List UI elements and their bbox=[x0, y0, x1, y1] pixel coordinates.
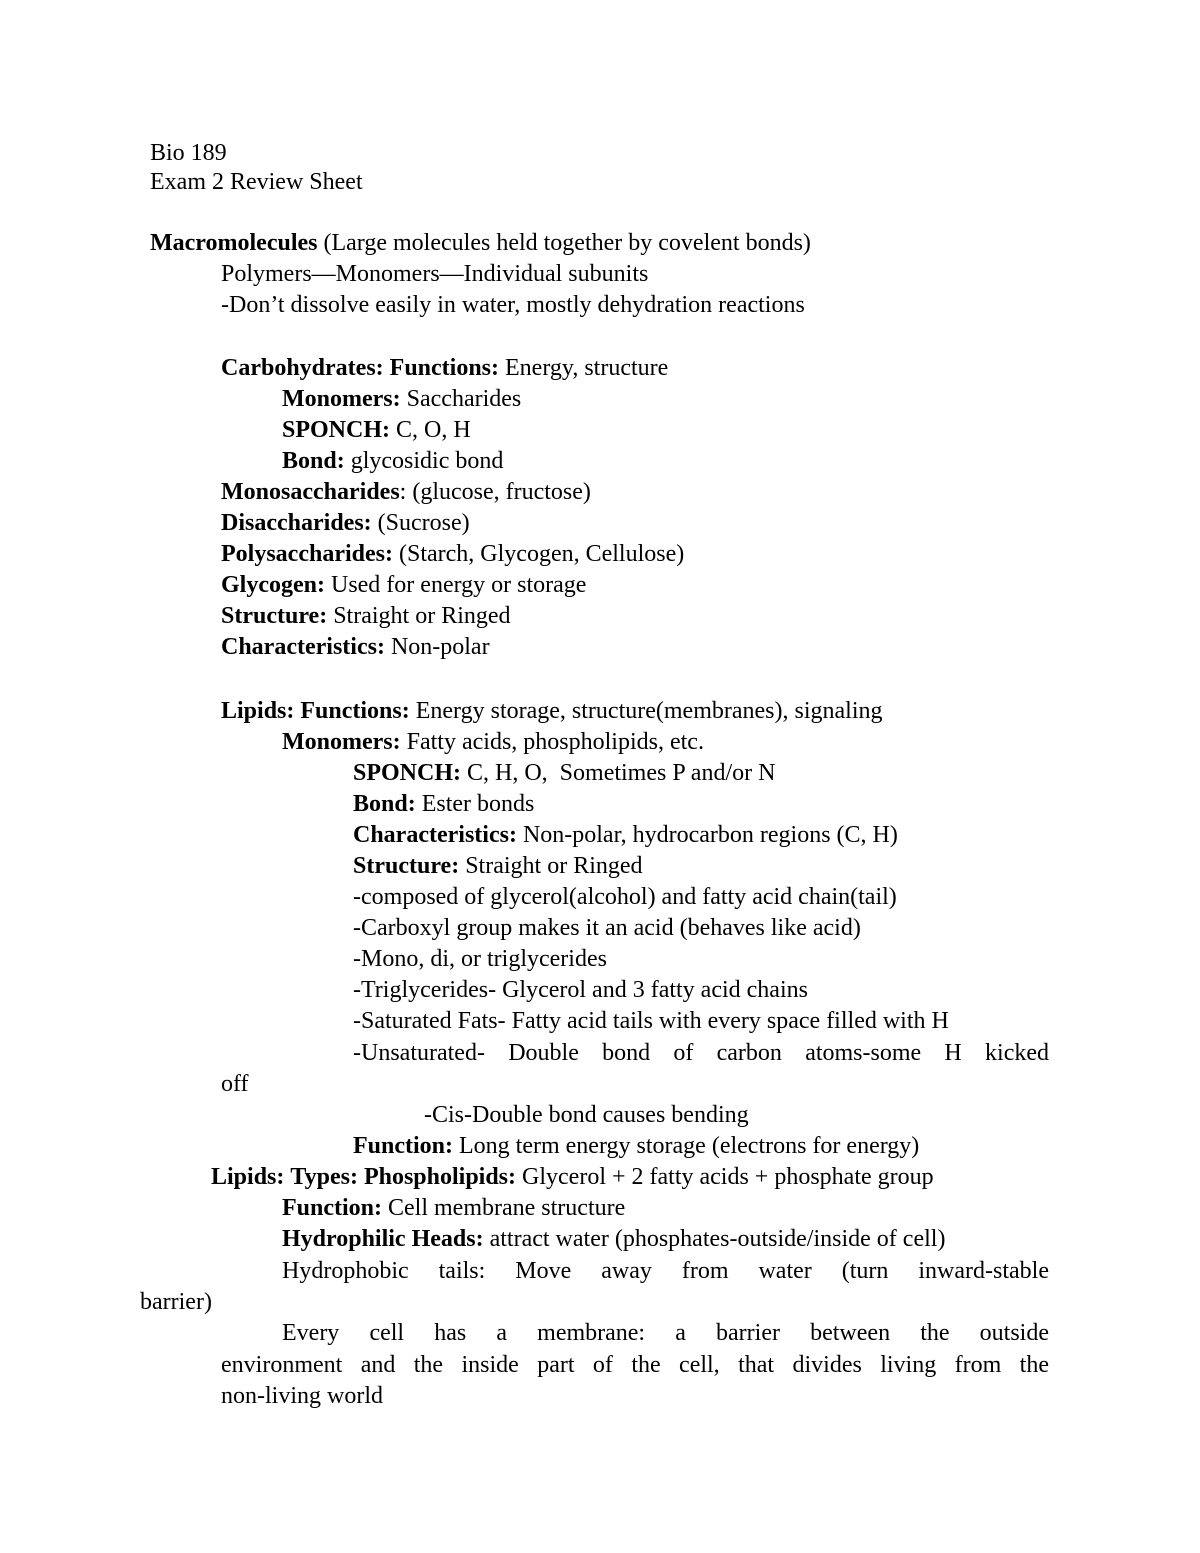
lipids-function-label: Function: bbox=[353, 1133, 454, 1159]
lipids-monomers-label: Monomers: bbox=[282, 729, 401, 755]
membrane-text-1: Every cell has a membrane: a barrier between the outside bbox=[282, 1320, 1049, 1346]
carbohydrates-monomers-value: Saccharides bbox=[400, 386, 522, 412]
phospholipids-function-label: Function: bbox=[282, 1195, 383, 1221]
lipids-bond bbox=[353, 789, 534, 820]
unsaturated-cont-text: off bbox=[221, 1071, 249, 1097]
polysaccharides-value: (Starch, Glycogen, Cellulose) bbox=[392, 541, 685, 567]
carbohydrates-bond-value: glycosidic bond bbox=[344, 448, 504, 474]
water-text: -Don’t dissolve easily in water, mostly dehydration reactions bbox=[221, 292, 805, 318]
lipids-structure-label: Structure: bbox=[353, 853, 460, 879]
phospholipids-label: Phospholipids: bbox=[363, 1164, 517, 1190]
carboxyl-text: -Carboxyl group makes it an acid (behaves like acid) bbox=[353, 915, 861, 941]
phospholipids-function-value: Cell membrane structure bbox=[382, 1195, 626, 1221]
polysaccharides-label: Polysaccharides: bbox=[221, 541, 393, 567]
lipids-sponch-label: SPONCH: bbox=[353, 760, 461, 786]
triglycerides-line bbox=[353, 975, 808, 1006]
membrane-line-1 bbox=[282, 1318, 1049, 1349]
lipids-functions-value: Energy storage, structure(membranes), signaling bbox=[409, 698, 883, 724]
membrane-text-2: environment and the inside part of the cell, that divides living from the bbox=[221, 1352, 1049, 1378]
macromolecules-description: (Large molecules held together by covelent bonds) bbox=[317, 230, 811, 256]
polysaccharides-line bbox=[221, 539, 684, 570]
carbohydrates-characteristics bbox=[221, 632, 490, 663]
carbohydrates-bond bbox=[282, 446, 503, 477]
macromolecules-heading bbox=[150, 228, 811, 259]
sheet-title-text: Exam 2 Review Sheet bbox=[150, 169, 363, 195]
disaccharides-line bbox=[221, 508, 470, 539]
carbohydrates-label: Carbohydrates: bbox=[221, 355, 384, 381]
triglycerides-text: -Triglycerides- Glycerol and 3 fatty acid chains bbox=[353, 977, 808, 1003]
mono-di-tri-line bbox=[353, 944, 607, 975]
carbohydrates-structure-label: Structure: bbox=[221, 603, 328, 629]
hydrophilic-heads-label: Hydrophilic Heads: bbox=[282, 1226, 484, 1252]
glycogen-value: Used for energy or storage bbox=[324, 572, 587, 598]
lipids-characteristics bbox=[353, 820, 898, 851]
phospholipids-value: Glycerol + 2 fatty acids + phosphate group bbox=[516, 1164, 934, 1190]
carbohydrates-structure-value: Straight or Ringed bbox=[327, 603, 511, 629]
lipids-sponch-value: C, H, O, Sometimes P and/or N bbox=[461, 760, 776, 786]
carbohydrates-bond-label: Bond: bbox=[282, 448, 345, 474]
carbohydrates-monomers-label: Monomers: bbox=[282, 386, 401, 412]
monosaccharides-value: : (glucose, fructose) bbox=[399, 479, 591, 505]
carbohydrates-monomers bbox=[282, 384, 521, 415]
monosaccharides-line bbox=[221, 477, 591, 508]
carbohydrates-sponch bbox=[282, 415, 471, 446]
course-text: Bio 189 bbox=[150, 140, 227, 166]
hydrophobic-tails-continuation bbox=[140, 1287, 212, 1318]
membrane-line-3 bbox=[221, 1381, 383, 1412]
phospholipids-heading bbox=[211, 1162, 934, 1193]
phospholipids-types-label: Types: bbox=[290, 1164, 358, 1190]
carbohydrates-characteristics-value: Non-polar bbox=[384, 634, 490, 660]
lipids-function-value: Long term energy storage (electrons for energy) bbox=[453, 1133, 920, 1159]
glycerol-line bbox=[353, 882, 897, 913]
saturated-text: -Saturated Fats- Fatty acid tails with every space filled with H bbox=[353, 1008, 949, 1034]
lipids-label: Lipids: bbox=[221, 698, 295, 724]
lipids-sponch bbox=[353, 758, 775, 789]
hydrophobic-tails-text: Hydrophobic tails: Move away from water (turn inward-stable bbox=[282, 1258, 1049, 1284]
glycerol-text: -composed of glycerol(alcohol) and fatty acid chain(tail) bbox=[353, 884, 897, 910]
cis-line bbox=[424, 1100, 749, 1131]
carbohydrates-characteristics-label: Characteristics: bbox=[221, 634, 385, 660]
phospholipids-lipids-label: Lipids: bbox=[211, 1164, 285, 1190]
monosaccharides-label: Monosaccharides bbox=[221, 479, 400, 505]
hydrophobic-tails-cont-text: barrier) bbox=[140, 1289, 212, 1315]
mono-di-tri-text: -Mono, di, or triglycerides bbox=[353, 946, 607, 972]
lipids-monomers bbox=[282, 727, 704, 758]
water-line bbox=[221, 290, 805, 321]
carboxyl-line bbox=[353, 913, 861, 944]
carbohydrates-sponch-label: SPONCH: bbox=[282, 417, 390, 443]
lipids-monomers-value: Fatty acids, phospholipids, etc. bbox=[400, 729, 704, 755]
membrane-line-2 bbox=[221, 1350, 1049, 1381]
carbohydrates-functions-value: Energy, structure bbox=[499, 355, 669, 381]
unsaturated-continuation bbox=[221, 1069, 249, 1100]
lipids-structure-value: Straight or Ringed bbox=[459, 853, 643, 879]
carbohydrates-sponch-value: C, O, H bbox=[390, 417, 471, 443]
lipids-characteristics-value: Non-polar, hydrocarbon regions (C, H) bbox=[516, 822, 898, 848]
unsaturated-text: -Unsaturated- Double bond of carbon atoms-some H kicked bbox=[353, 1040, 1049, 1066]
lipids-function bbox=[353, 1131, 919, 1162]
disaccharides-label: Disaccharides: bbox=[221, 510, 372, 536]
polymers-text: Polymers—Monomers—Individual subunits bbox=[221, 261, 649, 287]
lipids-functions-label: Functions: bbox=[300, 698, 410, 724]
hydrophilic-heads-line bbox=[282, 1224, 945, 1255]
carbohydrates-structure bbox=[221, 601, 511, 632]
unsaturated-line bbox=[353, 1038, 1049, 1069]
carbohydrates-functions-label: Functions: bbox=[389, 355, 500, 381]
membrane-text-3: non-living world bbox=[221, 1383, 383, 1409]
lipids-bond-value: Ester bonds bbox=[415, 791, 535, 817]
glycogen-line bbox=[221, 570, 586, 601]
disaccharides-value: (Sucrose) bbox=[371, 510, 470, 536]
macromolecules-label: Macromolecules bbox=[150, 230, 318, 256]
lipids-structure bbox=[353, 851, 643, 882]
hydrophobic-tails-line bbox=[282, 1256, 1049, 1287]
carbohydrates-heading bbox=[221, 353, 668, 384]
lipids-bond-label: Bond: bbox=[353, 791, 416, 817]
phospholipids-function bbox=[282, 1193, 625, 1224]
lipids-characteristics-label: Characteristics: bbox=[353, 822, 517, 848]
course-title bbox=[150, 138, 227, 169]
sheet-title bbox=[150, 167, 363, 198]
glycogen-label: Glycogen: bbox=[221, 572, 325, 598]
polymers-line bbox=[221, 259, 648, 290]
hydrophilic-heads-value: attract water (phosphates-outside/inside of cell) bbox=[483, 1226, 946, 1252]
lipids-heading bbox=[221, 696, 882, 727]
saturated-line bbox=[353, 1006, 949, 1037]
cis-text: -Cis-Double bond causes bending bbox=[424, 1102, 749, 1128]
